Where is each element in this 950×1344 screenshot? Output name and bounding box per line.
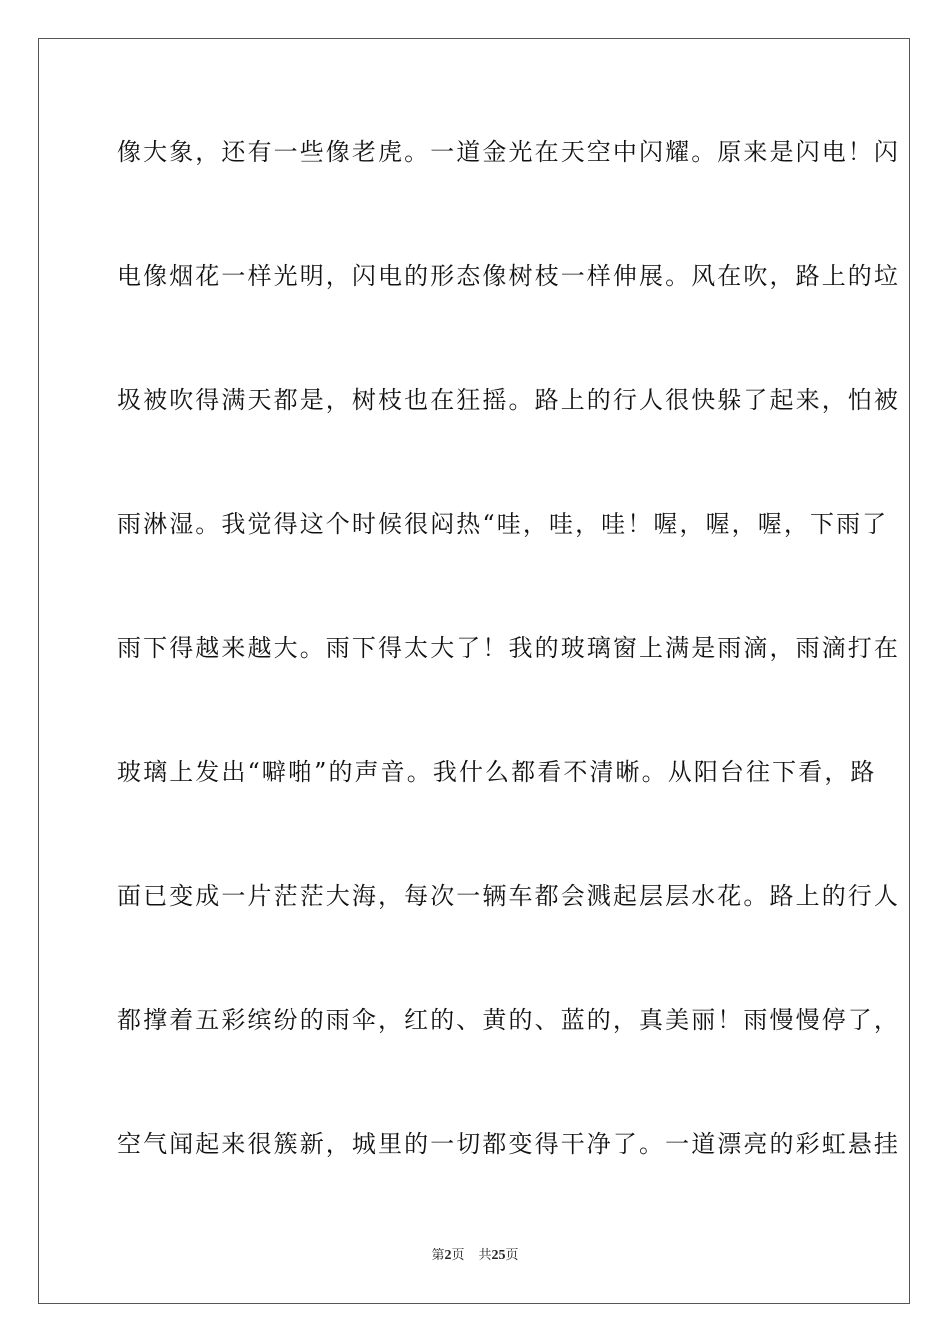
text-line: 雨淋湿。我觉得这个时候很闷热“哇，哇，哇！喔，喔，喔，下雨了 (117, 510, 889, 538)
page-label-prefix: 第 (431, 1248, 445, 1263)
total-label-suffix: 页 (505, 1248, 519, 1263)
text-line: 都撑着五彩缤纷的雨伞，红的、黄的、蓝的，真美丽！雨慢慢停了， (117, 1006, 900, 1034)
page-label-suffix: 页 (451, 1248, 465, 1263)
text-line: 雨下得越来越大。雨下得太大了！我的玻璃窗上满是雨滴，雨滴打在 (117, 634, 900, 662)
text-line: 电像烟花一样光明，闪电的形态像树枝一样伸展。风在吹，路上的垃 (117, 262, 900, 290)
text-line: 空气闻起来很簇新，城里的一切都变得干净了。一道漂亮的彩虹悬挂 (117, 1130, 900, 1158)
current-page-number: 2 (444, 1248, 452, 1263)
page-footer (0, 1246, 950, 1266)
text-line: 圾被吹得满天都是，树枝也在狂摇。路上的行人很快躲了起来，怕被 (117, 386, 900, 414)
text-line: 玻璃上发出“噼啪”的声音。我什么都看不清晰。从阳台往下看，路 (117, 758, 877, 786)
page-border (38, 38, 910, 1304)
text-line: 面已变成一片茫茫大海，每次一辆车都会溅起层层水花。路上的行人 (117, 882, 900, 910)
text-line: 像大象，还有一些像老虎。一道金光在天空中闪耀。原来是闪电！闪 (117, 138, 900, 166)
total-page-count: 25 (491, 1248, 506, 1263)
total-label-prefix: 共 (478, 1248, 492, 1263)
